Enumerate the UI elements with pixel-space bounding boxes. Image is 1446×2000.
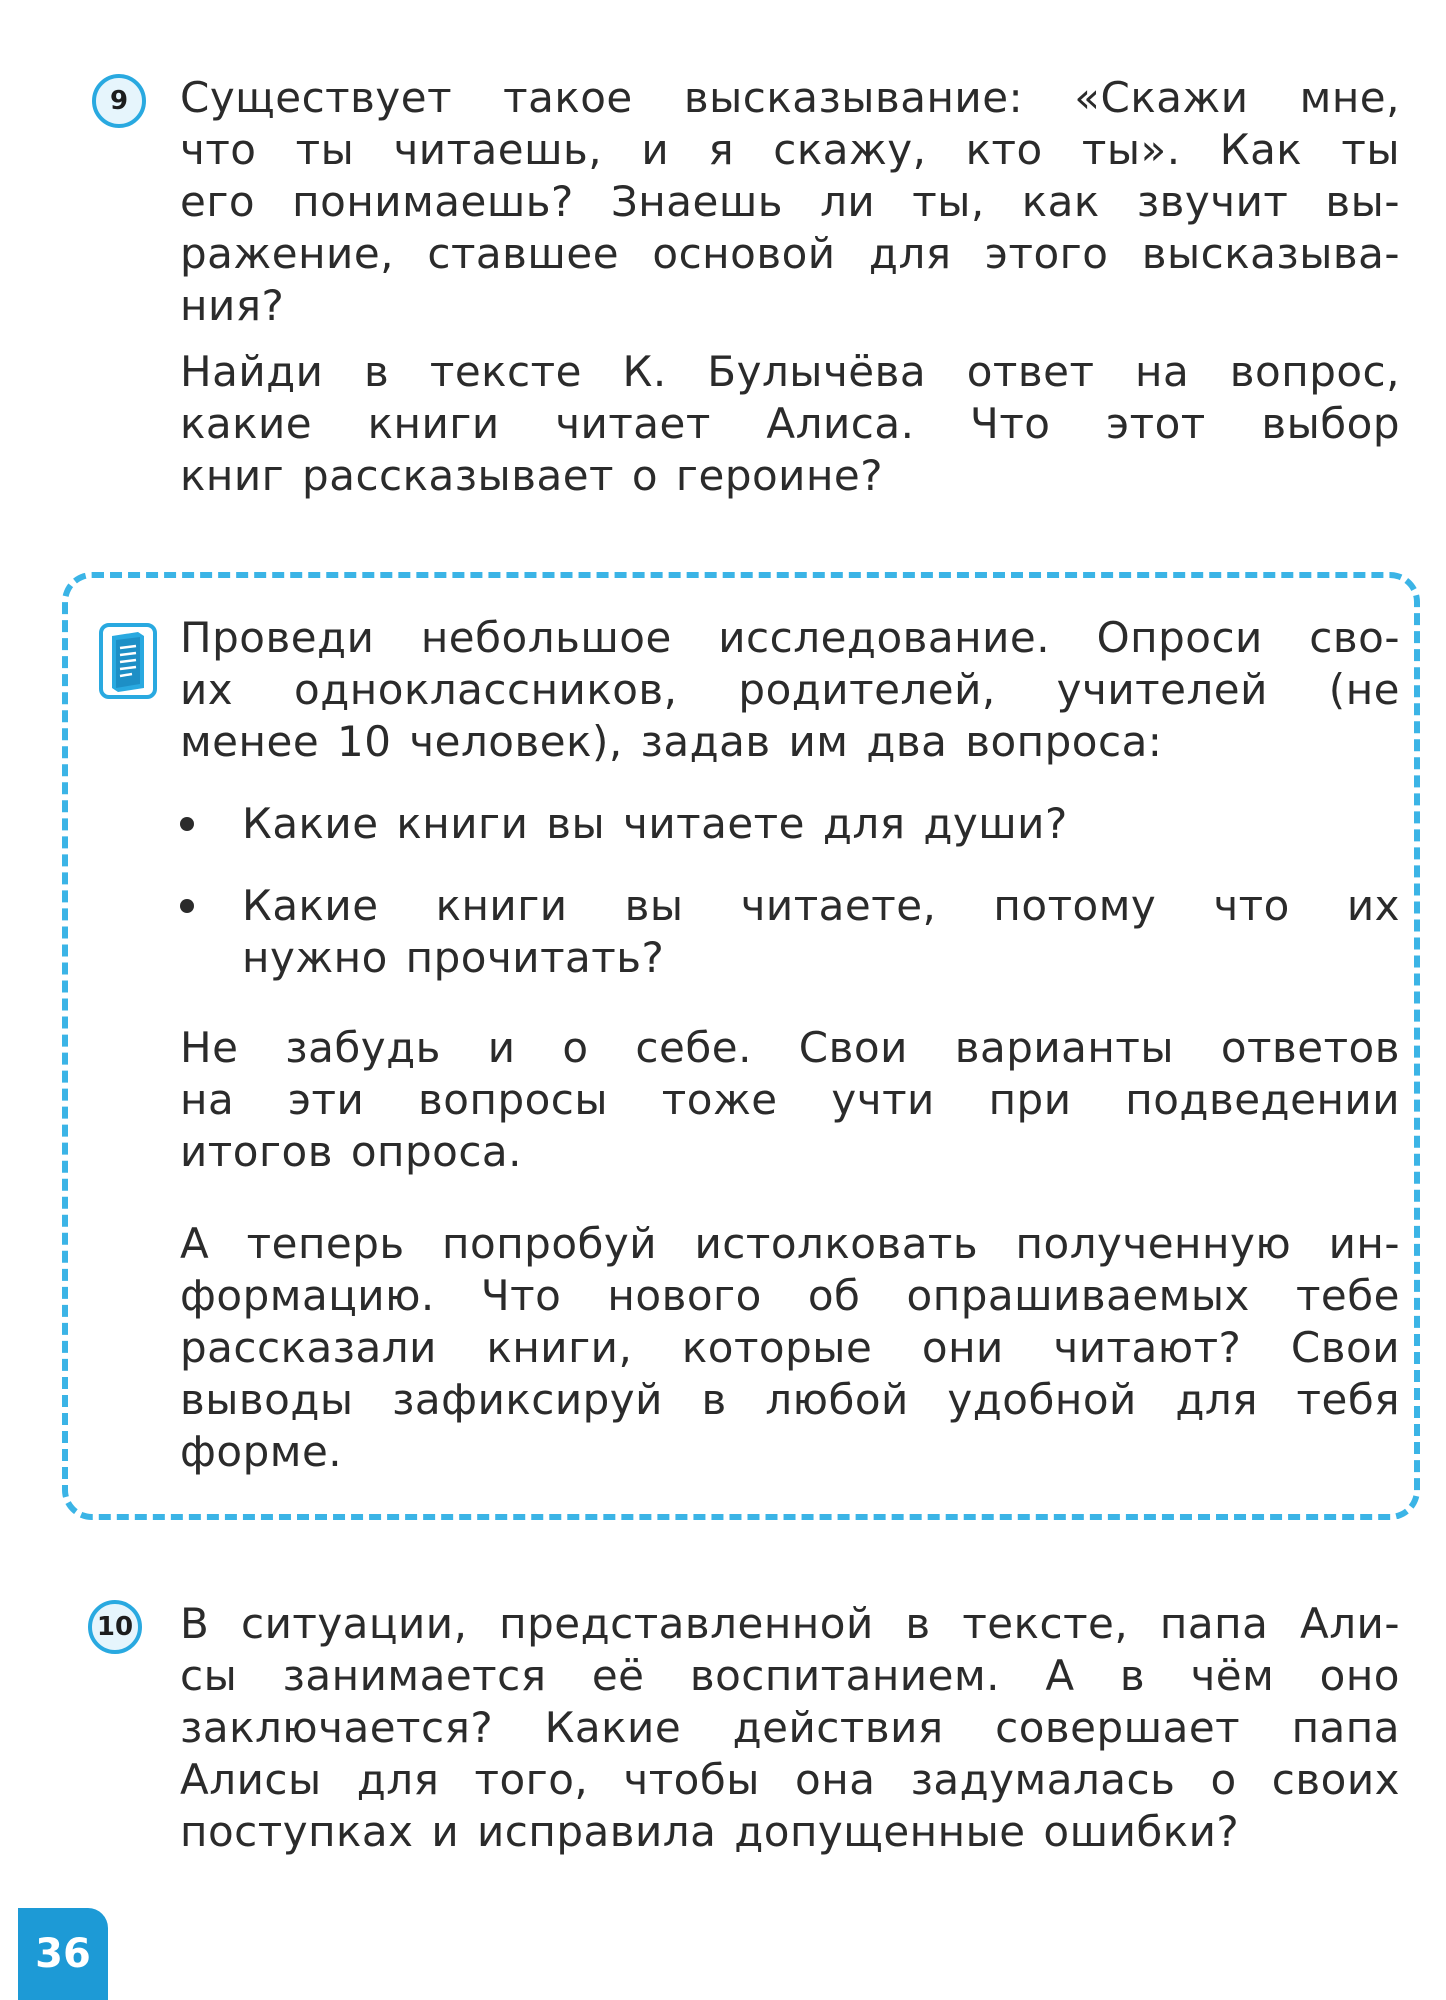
text-line: что ты читаешь, и я скажу, кто ты». Как ты: [180, 125, 1400, 174]
text-line: В ситуации, представленной в тексте, папа Али-: [180, 1599, 1400, 1648]
text-line: выводы зафиксируй в любой удобной для тебя: [180, 1375, 1400, 1424]
research-self-paragraph: [180, 1022, 1400, 1178]
question-bullet-2: [180, 880, 1400, 984]
text-line: Какие книги вы читаете для души?: [242, 799, 1068, 848]
text-line: А теперь попробуй истолковать полученную ин-: [180, 1219, 1400, 1268]
task9-question-paragraph: [180, 72, 1400, 332]
bullet-dot: [180, 899, 194, 913]
page-number: 36: [18, 1908, 108, 2000]
text-line: на эти вопросы тоже учти при подведении: [180, 1075, 1400, 1124]
text-line: книг рассказывает о героине?: [180, 451, 884, 500]
task-number-badge-10: 10: [88, 1600, 142, 1654]
text-line: сы занимается её воспитанием. А в чём оно: [180, 1651, 1400, 1700]
text-line: поступках и исправила допущенные ошибки?: [180, 1807, 1240, 1856]
text-line: Найди в тексте К. Булычёва ответ на вопрос,: [180, 347, 1400, 396]
text-line: ражение, ставшее основой для этого высказыва-: [180, 229, 1400, 278]
research-intro-paragraph: [180, 612, 1400, 768]
text-line: Проведи небольшое исследование. Опроси сво-: [180, 613, 1400, 662]
text-line: ния?: [180, 281, 285, 330]
text-line: Алисы для того, чтобы она задумалась о своих: [180, 1755, 1400, 1804]
text-line: Какие книги вы читаете, потому что их: [242, 881, 1400, 930]
text-line: формацию. Что нового об опрашиваемых тебе: [180, 1271, 1400, 1320]
text-line: рассказали книги, которые они читают? Свои: [180, 1323, 1400, 1372]
text-line: какие книги читает Алиса. Что этот выбор: [180, 399, 1400, 448]
task9-find-paragraph: [180, 346, 1400, 502]
text-line: заключается? Какие действия совершает папа: [180, 1703, 1400, 1752]
text-line: Не забудь и о себе. Свои варианты ответов: [180, 1023, 1400, 1072]
text-line: нужно прочитать?: [242, 933, 665, 982]
text-line: менее 10 человек), задав им два вопроса:: [180, 717, 1163, 766]
text-line: форме.: [180, 1427, 343, 1476]
text-line: итогов опроса.: [180, 1127, 523, 1176]
text-line: Существует такое высказывание: «Скажи мне,: [180, 73, 1400, 122]
text-line: их одноклассников, родителей, учителей (не: [180, 665, 1400, 714]
question-bullet-1: [180, 798, 1400, 850]
task10-question-paragraph: [180, 1598, 1400, 1858]
task-number-badge-9: 9: [92, 74, 146, 128]
research-conclusion-paragraph: [180, 1218, 1400, 1478]
bullet-dot: [180, 817, 194, 831]
document-icon: [98, 622, 158, 700]
text-line: его понимаешь? Знаешь ли ты, как звучит вы-: [180, 177, 1400, 226]
